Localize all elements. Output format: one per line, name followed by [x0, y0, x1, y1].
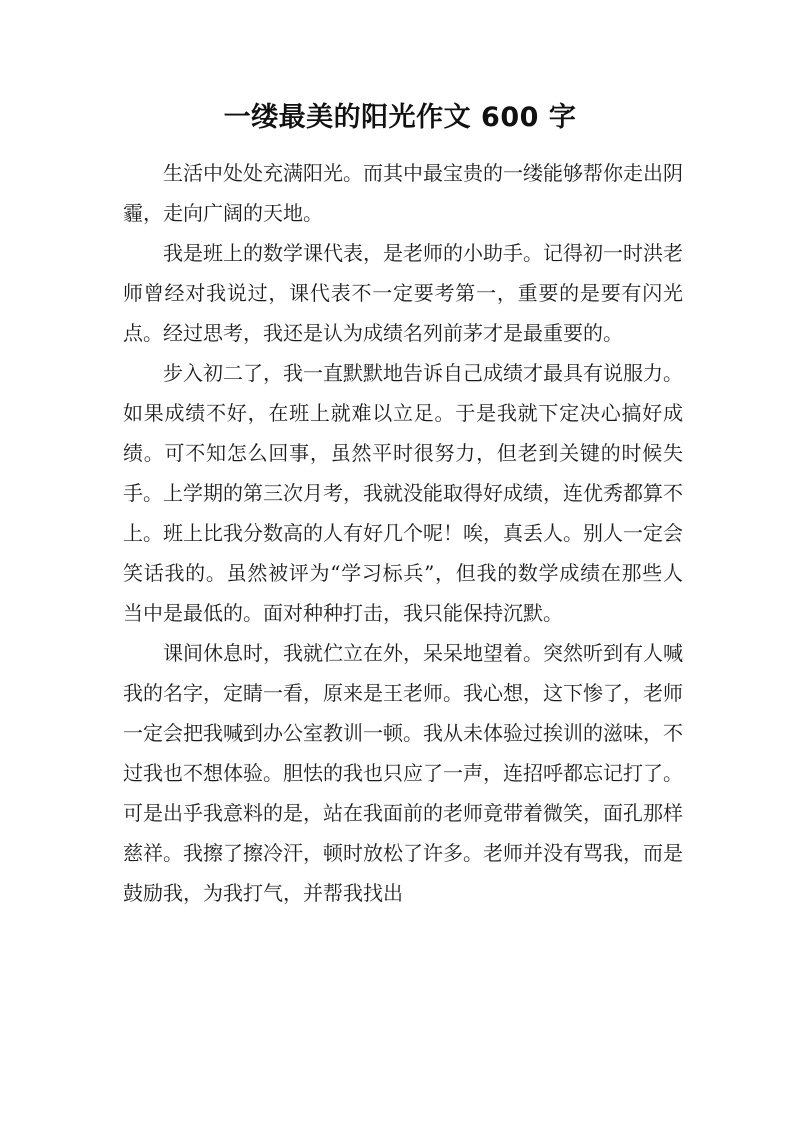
document-body	[123, 153, 683, 913]
paragraph-4: 课间休息时，我就伫立在外，呆呆地望着。突然听到有人喊我的名字，定睛一看，原来是王老师。我心想，这下惨了，老师一定会把我喊到办公室教训一顿。我从未体验过挨训的滋味，不过我也不想体验。胆怯的我也只应了一声，连招呼都忘记打了。可是出乎我意料的是，站在我面前的老师竟带着微笑，面孔那样慈祥。我擦了擦冷汗，顿时放松了许多。老师并没有骂我，而是鼓励我，为我打气，并帮我找出	[123, 641, 683, 905]
paragraph-2: 我是班上的数学课代表，是老师的小助手。记得初一时洪老师曾经对我说过，课代表不一定要考第一，重要的是要有闪光点。经过思考，我还是认为成绩名列前茅才是最重要的。	[123, 241, 683, 345]
paragraph-3: 步入初二了，我一直默默地告诉自己成绩才最具有说服力。如果成绩不好，在班上就难以立足。于是我就下定决心搞好成绩。可不知怎么回事，虽然平时很努力，但老到关键的时候失手。上学期的第三次月考，我就没能取得好成绩，连优秀都算不上。班上比我分数高的人有好几个呢！唉，真丢人。别人一定会笑话我的。虽然被评为“学习标兵”，但我的数学成绩在那些人当中是最低的。面对种种打击，我只能保持沉默。	[123, 361, 683, 625]
paragraph-1: 生活中处处充满阳光。而其中最宝贵的一缕能够帮你走出阴霾，走向广阔的天地。	[123, 161, 683, 225]
document-title: 一缕最美的阳光作文 600 字	[223, 102, 577, 133]
